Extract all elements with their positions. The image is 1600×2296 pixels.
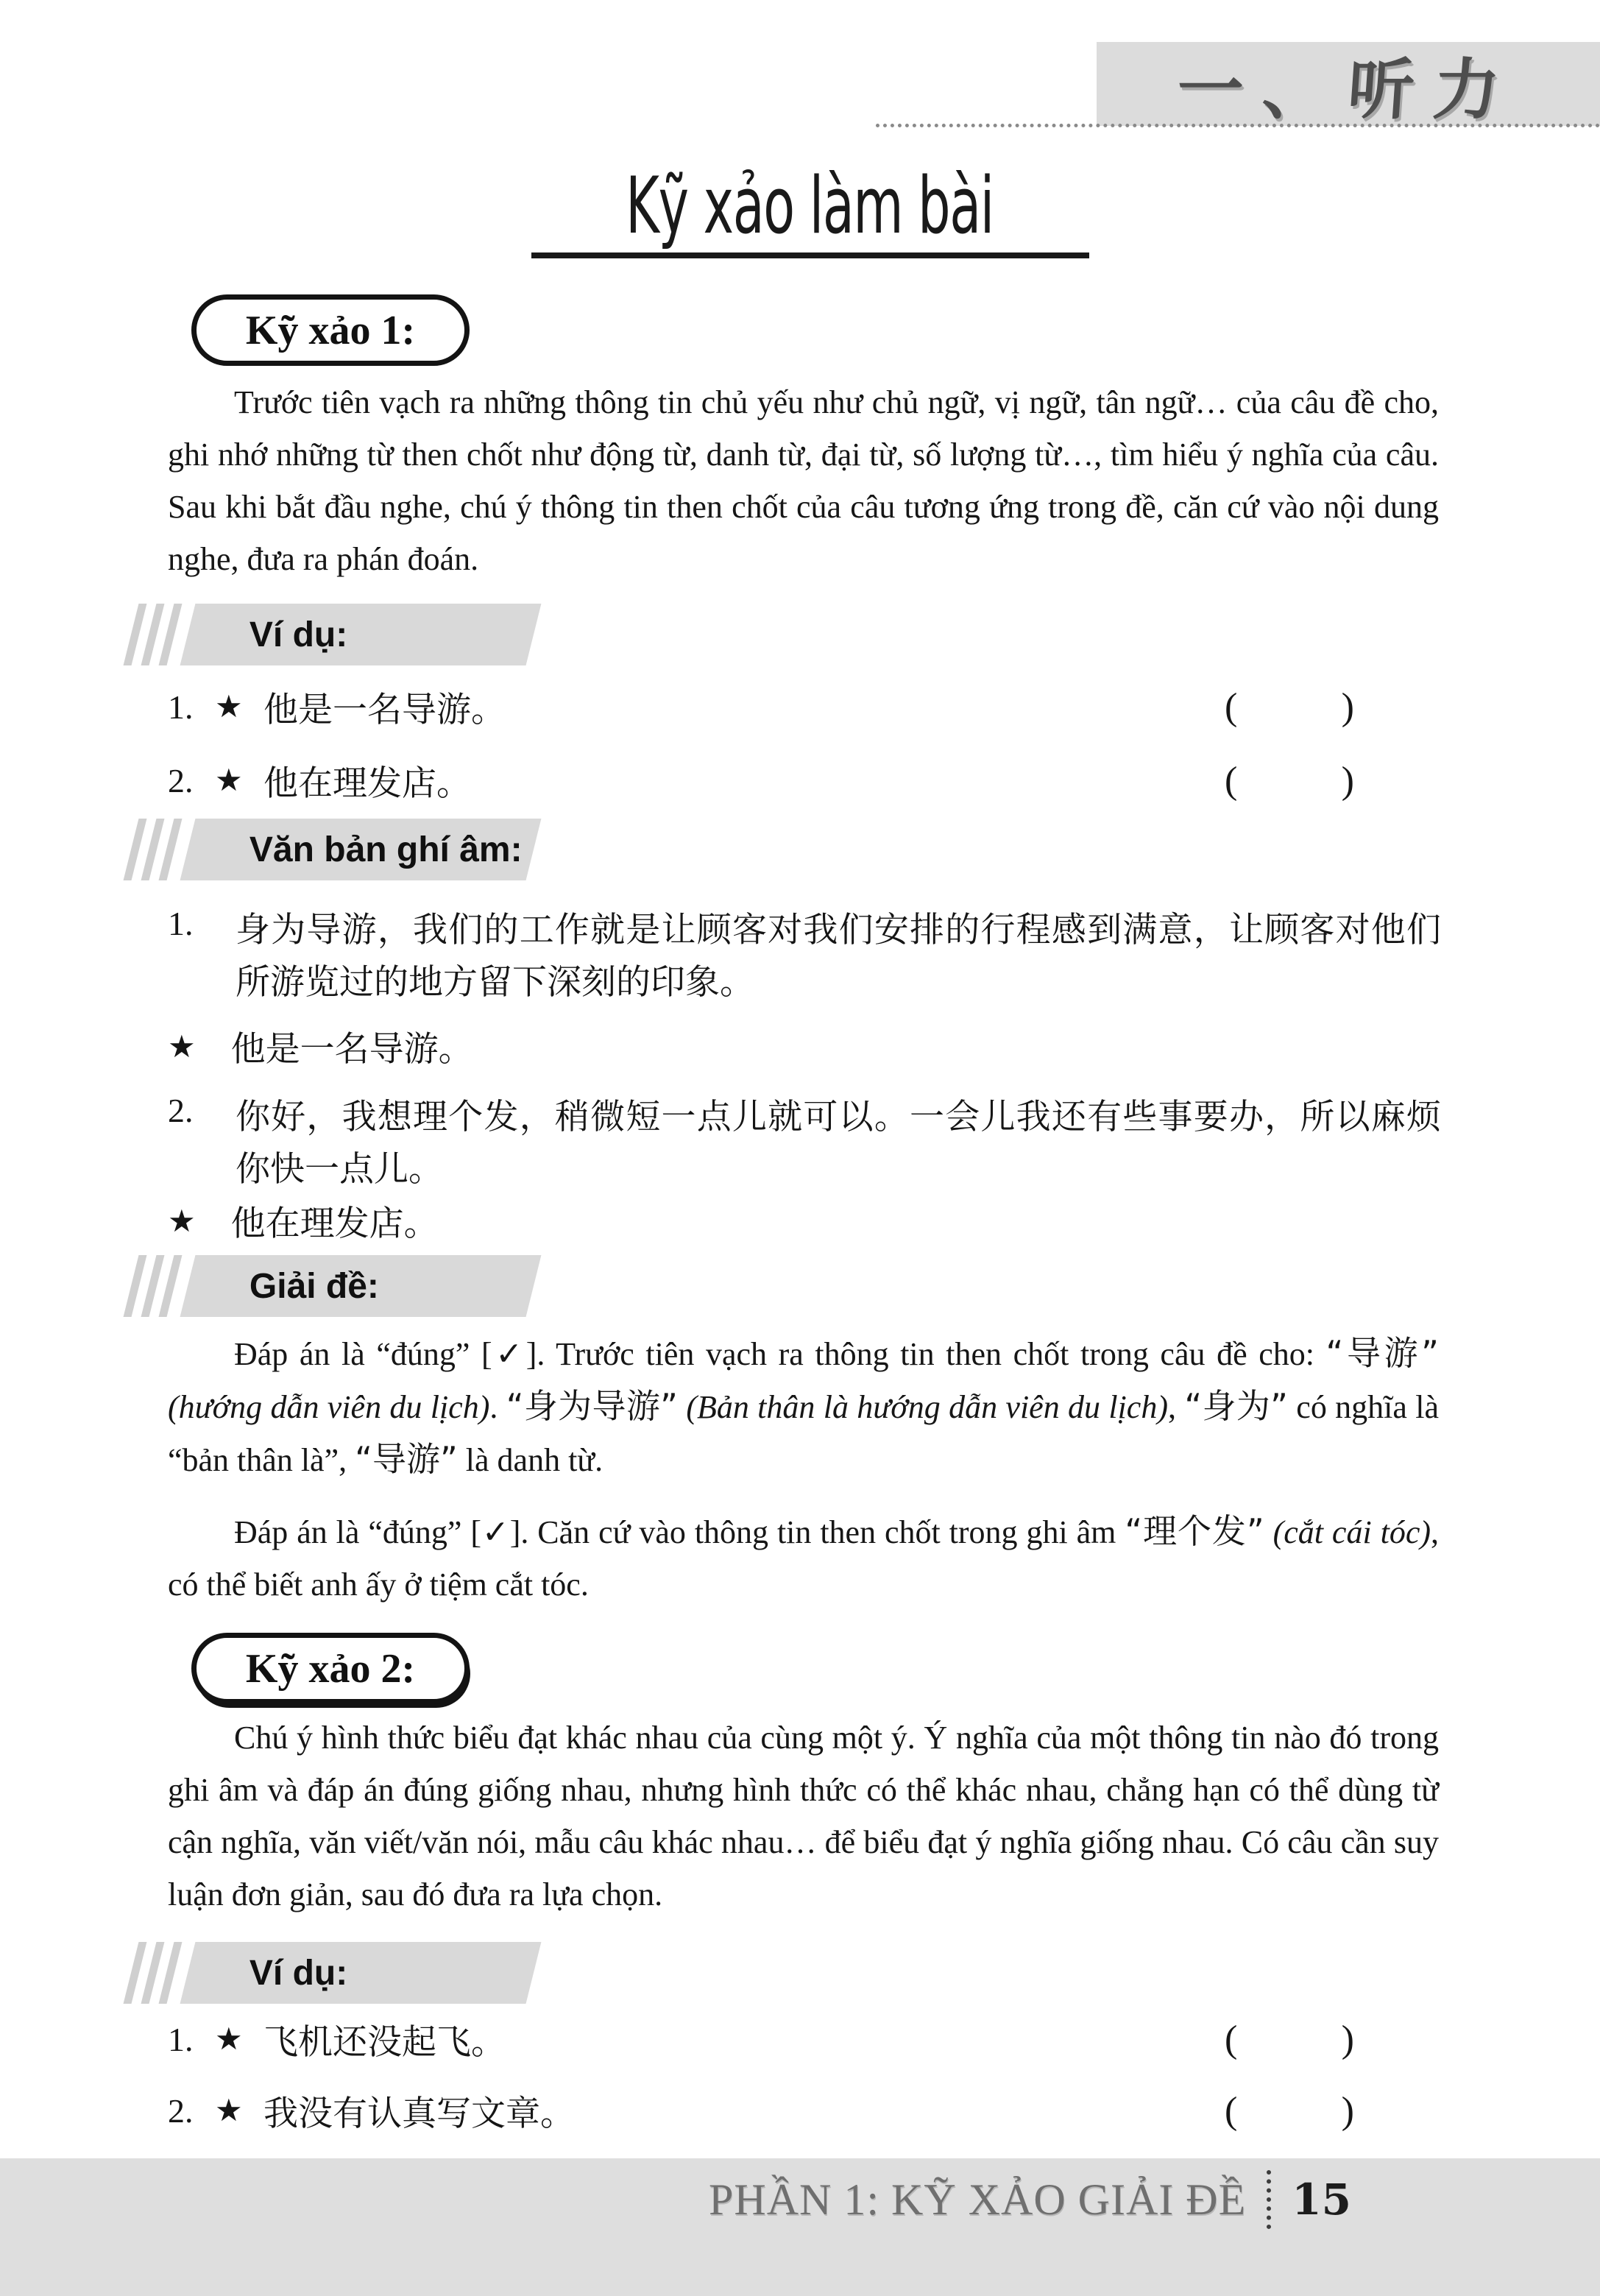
footer-section-title: PHẦN 1: KỸ XẢO GIẢI ĐỀ — [709, 2175, 1247, 2224]
banner-shape — [180, 1942, 542, 2004]
answer-parentheses — [1225, 759, 1354, 802]
star-statement-row — [168, 1022, 1441, 1071]
vidu-banner-1 — [131, 604, 534, 665]
giaide-label: Giải đề: — [249, 1266, 380, 1306]
example-statement: 他是一名导游。 — [263, 689, 506, 730]
paren-close: ) — [1341, 685, 1354, 728]
star-statement: 他是一名导游。 — [230, 1029, 473, 1070]
star-icon: ★ — [168, 1204, 196, 1239]
example-number: 1. — [168, 688, 194, 726]
footer — [709, 2170, 1351, 2229]
giaide-banner — [131, 1255, 534, 1317]
paren-open: ( — [1225, 685, 1238, 728]
star-statement-row — [168, 1196, 1441, 1246]
example-row — [168, 2013, 1441, 2065]
audio-item-number: 1. — [168, 905, 194, 942]
star-icon: ★ — [168, 1030, 196, 1064]
vidu-label-1: Ví dụ: — [249, 615, 348, 654]
skill-1-intro: Trước tiên vạch ra những thông tin chủ yếu như chủ ngữ, vị ngữ, tân ngữ… của câu đề cho, ghi nhớ những từ then chốt như động từ, danh từ, đại từ, số lượng từ…, tìm hiểu ý nghĩa của câu. Sau khi bắt đầu nghe, chú ý thông tin then chốt của câu tương ứng trong đề, căn cứ vào nội dung nghe, đưa ra phán đoán. — [168, 384, 1439, 577]
answer-parentheses — [1225, 2089, 1354, 2133]
example-number: 2. — [168, 2091, 194, 2130]
solution-paragraph-1: Đáp án là “đúng” [✓]. Trước tiên vạch ra thông tin then chốt trong câu đề cho: “导游” (hướng dẫn viên du lịch). “身为导游” (Bản thân là hướng dẫn viên du lịch), “身为” có nghĩa là “bản thân là”, “导游” là danh từ. — [168, 1333, 1440, 1479]
title-underline — [531, 252, 1089, 258]
vidu-banner-2 — [131, 1942, 534, 2004]
audio-item-text: 你好，我想理个发，稍微短一点儿就可以。一会儿我还有些事要办，所以麻烦你快一点儿。 — [236, 1097, 1441, 1190]
paren-close: ) — [1341, 2018, 1354, 2060]
audio-item-number: 2. — [168, 1092, 194, 1129]
chapter-header-band — [1097, 42, 1600, 129]
page-number: 15 — [1292, 2175, 1351, 2225]
skill-2-label: Kỹ xảo 2: — [245, 1645, 416, 1692]
skill-2-intro: Chú ý hình thức biểu đạt khác nhau của cùng một ý. Ý nghĩa của một thông tin nào đó trong ghi âm và đáp án đúng giống nhau, nhưng hình thức có thể khác nhau, chẳng hạn có thể dùng từ cận nghĩa, văn viết/văn nói, mẫu câu khác nhau… để biểu đạt ý nghĩa giống nhau. Có câu cần suy luận đơn giản, sau đó đưa ra lựa chọn. — [168, 1720, 1439, 1912]
answer-parentheses — [1225, 2018, 1354, 2061]
banner-stripes-icon — [124, 1255, 183, 1317]
answer-parentheses — [1225, 685, 1354, 729]
star-icon: ★ — [215, 690, 243, 724]
audio-script-item — [168, 1091, 1441, 1195]
footer-band — [0, 2158, 1600, 2296]
audio-script-item — [168, 904, 1441, 1009]
banner-shape — [180, 819, 542, 880]
skill-1-pill — [191, 294, 470, 366]
example-statement: 飞机还没起飞。 — [263, 2021, 506, 2063]
paren-open: ( — [1225, 2018, 1238, 2060]
vidu-label-2: Ví dụ: — [249, 1953, 348, 1993]
skill-1-label: Kỹ xảo 1: — [245, 307, 416, 353]
paren-open: ( — [1225, 759, 1238, 802]
audio-item-text: 身为导游，我们的工作就是让顾客对我们安排的行程感到满意，让顾客对他们所游览过的地方留下深刻的印象。 — [236, 910, 1441, 1003]
paren-open: ( — [1225, 2089, 1238, 2132]
banner-shape — [180, 1255, 542, 1317]
banner-stripes-icon — [124, 604, 183, 665]
star-icon: ★ — [215, 2023, 243, 2057]
example-row — [168, 2085, 1441, 2136]
star-statement: 他在理发店。 — [230, 1204, 439, 1244]
chapter-title: 一、听力 — [1174, 51, 1522, 129]
footer-dotted-separator — [1267, 2170, 1271, 2229]
example-number: 2. — [168, 761, 194, 799]
example-statement: 他在理发店。 — [263, 763, 471, 804]
example-statement: 我没有认真写文章。 — [263, 2093, 575, 2134]
star-icon: ★ — [215, 764, 243, 798]
paren-close: ) — [1341, 759, 1354, 802]
banner-stripes-icon — [124, 819, 183, 880]
example-number: 1. — [168, 2020, 194, 2058]
vanban-banner — [131, 819, 534, 880]
star-icon: ★ — [215, 2094, 243, 2128]
banner-shape — [180, 604, 542, 665]
example-row — [168, 755, 1441, 806]
solution-paragraph-2: Đáp án là “đúng” [✓]. Căn cứ vào thông tin then chốt trong ghi âm “理个发” (cắt cái tóc), có thể biết anh ấy ở tiệm cắt tóc. — [168, 1511, 1440, 1603]
paren-close: ) — [1341, 2089, 1354, 2132]
vanban-label: Văn bản ghí âm: — [249, 830, 523, 869]
example-row — [168, 681, 1441, 732]
page-title: Kỹ xảo làm bài — [626, 160, 994, 251]
header-dotted-rule — [876, 124, 1600, 127]
skill-2-pill — [191, 1633, 470, 1704]
banner-stripes-icon — [124, 1942, 183, 2004]
